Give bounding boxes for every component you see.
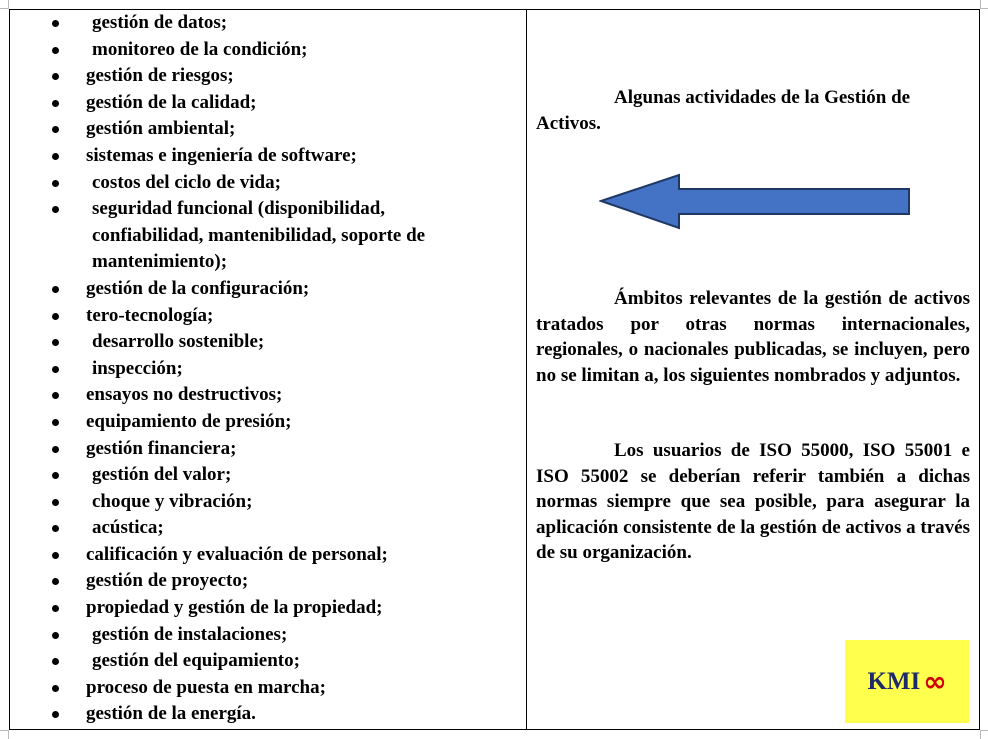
kmi-logo bbox=[845, 640, 969, 723]
bullet-icon bbox=[52, 153, 59, 160]
left-arrow-icon bbox=[599, 173, 915, 233]
bullet-icon bbox=[52, 366, 59, 373]
list-item bbox=[10, 382, 526, 409]
bullet-icon bbox=[52, 605, 59, 612]
list-item-text: gestión del equipamiento; bbox=[92, 650, 300, 672]
list-item-text: costos del ciclo de vida; bbox=[92, 171, 281, 193]
corner-mark-top-right bbox=[980, 0, 988, 9]
left-cell bbox=[10, 10, 526, 729]
paragraph-users: Los usuarios de ISO 55000, ISO 55001 e ISO 55002 se deberían referir también a dichas normas siempre que sea posible, para asegurar la aplicación consistente de la gestión de activos a través de su organización. bbox=[536, 440, 970, 563]
list-item bbox=[10, 63, 526, 90]
list-item bbox=[10, 196, 526, 276]
list-item bbox=[10, 515, 526, 542]
list-item bbox=[10, 542, 526, 569]
list-item-text: gestión de proyecto; bbox=[86, 570, 249, 592]
bullet-icon bbox=[52, 47, 59, 54]
logo-text: KMI bbox=[867, 667, 921, 695]
list-item-text: calificación y evaluación de personal; bbox=[86, 543, 388, 565]
list-item-text: gestión de la calidad; bbox=[86, 91, 257, 113]
bullet-icon bbox=[52, 685, 59, 692]
list-item-text: inspección; bbox=[92, 357, 183, 379]
list-item-text: proceso de puesta en marcha; bbox=[86, 676, 326, 698]
bullet-icon bbox=[52, 658, 59, 665]
list-item bbox=[10, 356, 526, 383]
list-item bbox=[10, 701, 526, 728]
bullet-icon bbox=[52, 286, 59, 293]
list-item-text: propiedad y gestión de la propiedad; bbox=[86, 597, 383, 619]
bullet-icon bbox=[52, 20, 59, 27]
bullet-icon bbox=[52, 525, 59, 532]
list-item-text: desarrollo sostenible; bbox=[92, 331, 265, 353]
corner-mark-bottom-left bbox=[0, 730, 9, 739]
document-table bbox=[9, 9, 980, 730]
list-item-text: tero-tecnología; bbox=[86, 304, 214, 326]
list-item bbox=[10, 143, 526, 170]
list-item-text: gestión de riesgos; bbox=[86, 65, 234, 87]
heading-activities: Algunas actividades de la Gestión de Activos. bbox=[536, 87, 911, 134]
list-item-text: gestión de datos; bbox=[92, 12, 228, 33]
list-item bbox=[10, 276, 526, 303]
list-item-text: choque y vibración; bbox=[92, 490, 253, 512]
list-item-text: sistemas e ingeniería de software; bbox=[86, 144, 357, 166]
right-cell bbox=[527, 10, 979, 729]
paragraph-scope: Ámbitos relevantes de la gestión de activos tratados por otras normas internacionales, regionales, o nacionales publicadas, se incluyen, pero no se limitan a, los siguientes nombrados y adjuntos. bbox=[536, 288, 970, 386]
list-item bbox=[10, 462, 526, 489]
list-item bbox=[10, 489, 526, 516]
list-item bbox=[10, 409, 526, 436]
bullet-icon bbox=[52, 552, 59, 559]
list-item-text: equipamiento de presión; bbox=[86, 410, 292, 432]
bullet-icon bbox=[52, 100, 59, 107]
bullet-icon bbox=[52, 446, 59, 453]
bullet-icon bbox=[52, 499, 59, 506]
list-item bbox=[10, 436, 526, 463]
bullet-icon bbox=[52, 339, 59, 346]
arrow-shape bbox=[601, 175, 909, 228]
bullet-icon bbox=[52, 632, 59, 639]
list-item bbox=[10, 170, 526, 197]
list-item bbox=[10, 648, 526, 675]
list-item-text: gestión de instalaciones; bbox=[92, 623, 288, 645]
list-item-text: gestión del valor; bbox=[92, 464, 232, 486]
list-item bbox=[10, 568, 526, 595]
bullet-icon bbox=[52, 711, 59, 718]
list-item-text: monitoreo de la condición; bbox=[92, 38, 308, 60]
list-item-text: gestión de la configuración; bbox=[86, 277, 310, 299]
bullet-icon bbox=[52, 313, 59, 320]
bullet-icon bbox=[52, 73, 59, 80]
list-item bbox=[10, 303, 526, 330]
list-item-text: seguridad funcional (disponibilidad, confiabilidad, mantenibilidad, soporte de mantenimiento); bbox=[92, 198, 426, 273]
list-item-text: gestión de la energía. bbox=[86, 703, 256, 725]
corner-mark-top-left bbox=[0, 0, 9, 9]
activity-list bbox=[10, 10, 526, 728]
list-item bbox=[10, 675, 526, 702]
list-item bbox=[10, 37, 526, 64]
bullet-icon bbox=[52, 419, 59, 426]
list-item bbox=[10, 10, 526, 37]
bullet-icon bbox=[52, 206, 59, 213]
list-item-text: ensayos no destructivos; bbox=[86, 384, 283, 406]
infinity-icon: ∞ bbox=[923, 665, 947, 698]
list-item bbox=[10, 595, 526, 622]
list-item bbox=[10, 116, 526, 143]
list-item-text: gestión financiera; bbox=[86, 437, 237, 459]
bullet-icon bbox=[52, 180, 59, 187]
list-item-text: gestión ambiental; bbox=[86, 118, 236, 140]
list-item bbox=[10, 329, 526, 356]
bullet-icon bbox=[52, 472, 59, 479]
bullet-icon bbox=[52, 392, 59, 399]
corner-mark-bottom-right bbox=[980, 730, 988, 739]
list-item-text: acústica; bbox=[92, 517, 164, 539]
bullet-icon bbox=[52, 578, 59, 585]
list-item bbox=[10, 622, 526, 649]
bullet-icon bbox=[52, 126, 59, 133]
list-item bbox=[10, 90, 526, 117]
